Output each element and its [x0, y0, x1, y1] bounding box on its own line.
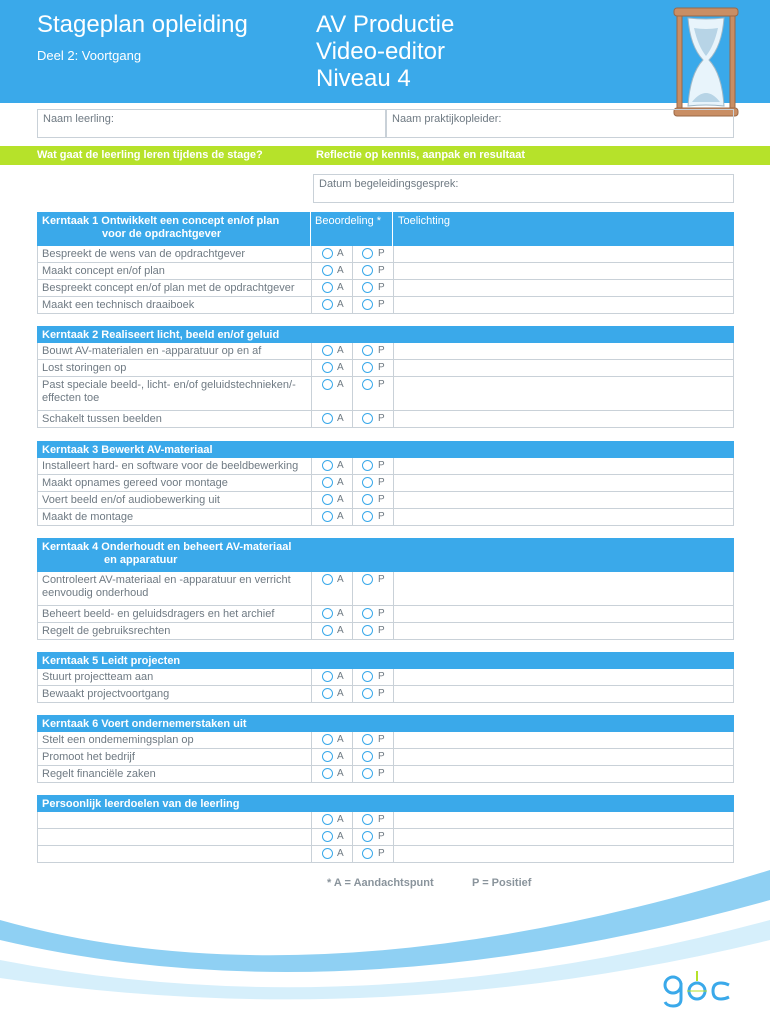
radio-aandachtspunt[interactable]: [322, 379, 333, 390]
competence-row: [38, 606, 733, 623]
radio-positief[interactable]: [362, 608, 373, 619]
kerntaak-section: [37, 795, 734, 863]
competence-label: Maakt concept en/of plan: [42, 265, 165, 277]
section-header: [37, 795, 734, 812]
competence-row: [38, 475, 733, 492]
toelichting-field[interactable]: [394, 492, 733, 508]
radio-positief[interactable]: [362, 345, 373, 356]
competence-row: [38, 686, 733, 703]
section-title: [42, 541, 291, 567]
radio-aandachtspunt[interactable]: [322, 574, 333, 585]
section-title-line-1: Kerntaak 5 Leidt projecten: [42, 655, 181, 667]
section-banner: [0, 146, 770, 165]
radio-positief[interactable]: [362, 265, 373, 276]
section-title-line-2: voor de opdrachtgever: [102, 228, 222, 240]
competence-label: Promoot het bedrijf: [42, 751, 135, 763]
section-title: [42, 655, 180, 668]
radio-positief[interactable]: [362, 831, 373, 842]
radio-label-p: P: [378, 848, 385, 859]
radio-positief[interactable]: [362, 734, 373, 745]
radio-label-p: P: [378, 460, 385, 471]
competence-label: Schakelt tussen beelden: [42, 413, 162, 425]
toelichting-field[interactable]: [394, 732, 733, 748]
radio-label-a: A: [337, 848, 344, 859]
toelichting-field[interactable]: [394, 458, 733, 474]
competence-label: Bewaakt projectvoortgang: [42, 688, 170, 700]
program-line-1: AV Productie: [316, 11, 455, 38]
toelichting-field[interactable]: [394, 377, 733, 410]
radio-label-a: A: [337, 265, 344, 276]
radio-positief[interactable]: [362, 814, 373, 825]
radio-label-a: A: [337, 248, 344, 259]
radio-aandachtspunt[interactable]: [322, 688, 333, 699]
radio-positief[interactable]: [362, 671, 373, 682]
competence-row: [38, 297, 733, 314]
competence-row: [38, 280, 733, 297]
radio-label-a: A: [337, 625, 344, 636]
competence-label: Installeert hard- en software voor de beeldbewerking: [42, 460, 299, 472]
radio-aandachtspunt[interactable]: [322, 477, 333, 488]
section-header: [37, 441, 734, 458]
kerntaak-section: [37, 715, 734, 783]
radio-label-p: P: [378, 477, 385, 488]
radio-aandachtspunt[interactable]: [322, 625, 333, 636]
radio-aandachtspunt[interactable]: [322, 511, 333, 522]
radio-label-p: P: [378, 608, 385, 619]
toelichting-field[interactable]: [394, 606, 733, 622]
radio-label-a: A: [337, 688, 344, 699]
radio-positief[interactable]: [362, 282, 373, 293]
radio-aandachtspunt[interactable]: [322, 734, 333, 745]
radio-aandachtspunt[interactable]: [322, 299, 333, 310]
competence-label: Regelt financiële zaken: [42, 768, 156, 780]
radio-aandachtspunt[interactable]: [322, 248, 333, 259]
program-line-3: Niveau 4: [316, 65, 411, 92]
competence-label: Lost storingen op: [42, 362, 127, 374]
section-title: [42, 444, 213, 457]
section-title: [42, 798, 239, 811]
toelichting-field[interactable]: [394, 297, 733, 313]
radio-positief[interactable]: [362, 768, 373, 779]
competence-row: [38, 829, 733, 846]
radio-label-a: A: [337, 379, 344, 390]
section-title-line-1: Kerntaak 3 Bewerkt AV-materiaal: [42, 444, 213, 456]
section-title-line-1: Kerntaak 2 Realiseert licht, beeld en/of geluid: [42, 329, 280, 341]
section-header: [37, 715, 734, 732]
competence-row: [38, 263, 733, 280]
radio-aandachtspunt[interactable]: [322, 282, 333, 293]
competence-row: [38, 411, 733, 428]
goc-logo: [661, 969, 735, 1009]
radio-label-a: A: [337, 671, 344, 682]
radio-label-p: P: [378, 248, 385, 259]
radio-positief[interactable]: [362, 848, 373, 859]
kerntaak-section: [37, 212, 734, 314]
competence-label: Maakt een technisch draaiboek: [42, 299, 195, 311]
section-title-line-2: en apparatuur: [104, 554, 178, 566]
kerntaak-section: [37, 538, 734, 640]
radio-label-p: P: [378, 379, 385, 390]
radio-label-a: A: [337, 751, 344, 762]
competence-row: [38, 509, 733, 526]
radio-aandachtspunt[interactable]: [322, 814, 333, 825]
competence-label: Voert beeld en/of audiobewerking uit: [42, 494, 220, 506]
toelichting-field[interactable]: [394, 280, 733, 296]
section-title-line-1: Persoonlijk leerdoelen van de leerling: [42, 798, 240, 810]
radio-positief[interactable]: [362, 625, 373, 636]
program-line-2: Video-editor: [316, 38, 445, 65]
radio-aandachtspunt[interactable]: [322, 265, 333, 276]
radio-label-p: P: [378, 814, 385, 825]
radio-label-a: A: [337, 734, 344, 745]
wave-decoration: [0, 860, 770, 1024]
radio-label-a: A: [337, 814, 344, 825]
header-banner: [0, 0, 770, 103]
legend-p: P = Positief: [472, 877, 532, 889]
section-title: [42, 329, 279, 342]
radio-label-a: A: [337, 574, 344, 585]
toelichting-field[interactable]: [394, 812, 733, 828]
radio-label-p: P: [378, 413, 385, 424]
radio-label-a: A: [337, 831, 344, 842]
radio-label-a: A: [337, 494, 344, 505]
radio-aandachtspunt[interactable]: [322, 460, 333, 471]
radio-label-p: P: [378, 345, 385, 356]
radio-label-p: P: [378, 282, 385, 293]
radio-label-p: P: [378, 625, 385, 636]
competence-label: Bespreekt concept en/of plan met de opdrachtgever: [42, 282, 295, 294]
competence-row: [38, 377, 733, 411]
toelichting-field[interactable]: [394, 623, 733, 639]
radio-aandachtspunt[interactable]: [322, 608, 333, 619]
form-subtitle: Deel 2: Voortgang: [37, 48, 142, 63]
radio-aandachtspunt[interactable]: [322, 831, 333, 842]
competence-label: Beheert beeld- en geluidsdragers en het archief: [42, 608, 275, 620]
radio-positief[interactable]: [362, 574, 373, 585]
radio-label-a: A: [337, 362, 344, 373]
toelichting-field[interactable]: [394, 411, 733, 427]
competence-row: [38, 246, 733, 263]
legend-a: * A = Aandachtspunt: [327, 877, 434, 889]
competence-row: [38, 343, 733, 360]
naam-praktijkopleider-field[interactable]: Naam praktijkopleider:: [386, 109, 734, 138]
radio-aandachtspunt[interactable]: [322, 362, 333, 373]
competence-row: [38, 492, 733, 509]
section-header: [37, 212, 734, 246]
radio-label-a: A: [337, 282, 344, 293]
radio-label-p: P: [378, 831, 385, 842]
radio-positief[interactable]: [362, 751, 373, 762]
banner-right: Reflectie op kennis, aanpak en resultaat: [316, 149, 526, 161]
competence-label: Bouwt AV-materialen en -apparatuur op en af: [42, 345, 262, 357]
section-title: [42, 215, 279, 241]
column-beoordeling: Beoordeling *: [315, 215, 382, 227]
radio-positief[interactable]: [362, 511, 373, 522]
toelichting-field[interactable]: [394, 669, 733, 685]
radio-label-a: A: [337, 768, 344, 779]
radio-aandachtspunt[interactable]: [322, 413, 333, 424]
radio-label-a: A: [337, 477, 344, 488]
radio-label-p: P: [378, 574, 385, 585]
toelichting-field[interactable]: [394, 686, 733, 702]
radio-label-a: A: [337, 299, 344, 310]
toelichting-field[interactable]: [394, 509, 733, 525]
competence-label: Regelt de gebruiksrechten: [42, 625, 171, 637]
competence-row: [38, 766, 733, 783]
toelichting-field[interactable]: [394, 475, 733, 491]
radio-label-p: P: [378, 265, 385, 276]
toelichting-field[interactable]: [394, 572, 733, 605]
competence-row: [38, 669, 733, 686]
kerntaak-section: [37, 326, 734, 428]
toelichting-field[interactable]: [394, 263, 733, 279]
toelichting-field[interactable]: [394, 246, 733, 262]
competence-label: Controleert AV-materiaal en -apparatuur en verricht eenvoudig onderhoud: [42, 574, 291, 599]
toelichting-field[interactable]: [394, 360, 733, 376]
radio-label-a: A: [337, 413, 344, 424]
competence-row: [38, 749, 733, 766]
datum-begeleidingsgesprek-field[interactable]: Datum begeleidingsgesprek:: [313, 174, 734, 203]
radio-positief[interactable]: [362, 248, 373, 259]
radio-positief[interactable]: [362, 379, 373, 390]
radio-positief[interactable]: [362, 460, 373, 471]
section-header: [37, 326, 734, 343]
radio-label-p: P: [378, 751, 385, 762]
radio-aandachtspunt[interactable]: [322, 751, 333, 762]
radio-positief[interactable]: [362, 477, 373, 488]
radio-aandachtspunt[interactable]: [322, 848, 333, 859]
radio-aandachtspunt[interactable]: [322, 671, 333, 682]
competence-row: [38, 623, 733, 640]
radio-positief[interactable]: [362, 362, 373, 373]
form-title: Stageplan opleiding: [37, 11, 248, 38]
banner-left: Wat gaat de leerling leren tijdens de stage?: [37, 149, 263, 161]
competence-label: Bespreekt de wens van de opdrachtgever: [42, 248, 246, 260]
kerntaak-section: [37, 441, 734, 526]
radio-positief[interactable]: [362, 494, 373, 505]
toelichting-field[interactable]: [394, 766, 733, 782]
radio-label-p: P: [378, 362, 385, 373]
radio-label-a: A: [337, 460, 344, 471]
hourglass-icon: [668, 6, 744, 118]
toelichting-field[interactable]: [394, 343, 733, 359]
competence-label: Stuurt projectteam aan: [42, 671, 154, 683]
competence-label: Stelt een ondememingsplan op: [42, 734, 194, 746]
radio-aandachtspunt[interactable]: [322, 768, 333, 779]
radio-label-p: P: [378, 768, 385, 779]
competence-row: [38, 812, 733, 829]
section-title-line-1: Kerntaak 4 Onderhoudt en beheert AV-materiaal: [42, 541, 292, 553]
section-title-line-1: Kerntaak 6 Voert ondernemerstaken uit: [42, 718, 247, 730]
naam-leerling-field[interactable]: Naam leerling:: [37, 109, 386, 138]
radio-label-p: P: [378, 734, 385, 745]
section-title-line-1: Kerntaak 1 Ontwikkelt een concept en/of plan: [42, 215, 280, 227]
competence-row: [38, 458, 733, 475]
section-header: [37, 652, 734, 669]
radio-label-p: P: [378, 299, 385, 310]
competence-row: [38, 572, 733, 606]
radio-label-p: P: [378, 494, 385, 505]
competence-row: [38, 360, 733, 377]
radio-label-a: A: [337, 345, 344, 356]
toelichting-field[interactable]: [394, 749, 733, 765]
competence-label: Maakt de montage: [42, 511, 134, 523]
radio-label-p: P: [378, 511, 385, 522]
radio-positief[interactable]: [362, 413, 373, 424]
radio-label-a: A: [337, 608, 344, 619]
radio-aandachtspunt[interactable]: [322, 345, 333, 356]
section-header: [37, 538, 734, 572]
kerntaak-section: [37, 652, 734, 703]
radio-aandachtspunt[interactable]: [322, 494, 333, 505]
radio-label-p: P: [378, 671, 385, 682]
competence-label: Maakt opnames gereed voor montage: [42, 477, 228, 489]
competence-label: Past speciale beeld-, licht- en/of geluidstechnieken/-effecten toe: [42, 379, 296, 404]
section-title: [42, 718, 247, 731]
competence-row: [38, 732, 733, 749]
toelichting-field[interactable]: [394, 829, 733, 845]
radio-label-a: A: [337, 511, 344, 522]
column-toelichting: Toelichting: [398, 215, 450, 227]
radio-positief[interactable]: [362, 299, 373, 310]
radio-positief[interactable]: [362, 688, 373, 699]
radio-label-p: P: [378, 688, 385, 699]
